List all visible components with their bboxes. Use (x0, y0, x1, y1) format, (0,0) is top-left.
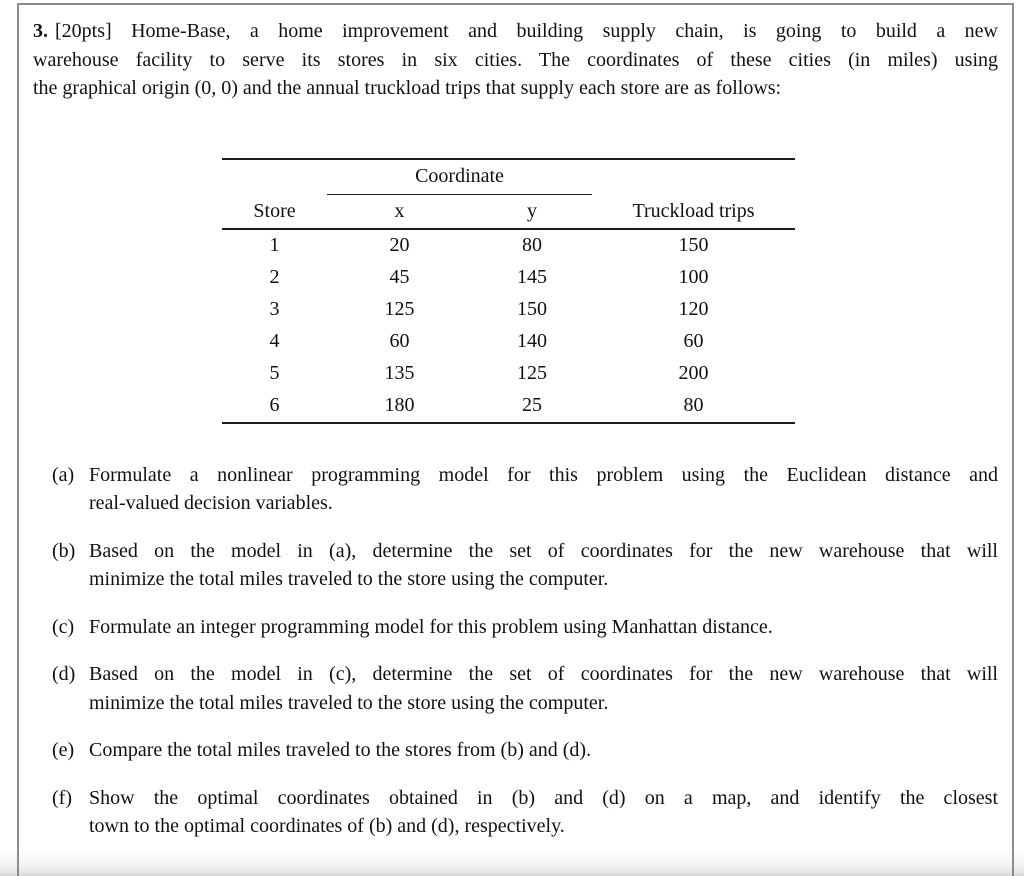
cell-y: 80 (522, 234, 542, 257)
table-row (222, 262, 795, 294)
column-header-y: y (472, 194, 592, 229)
statement-line: warehouse facility to serve its stores in six cities. The coordinates of these cities (in miles) using (33, 48, 998, 71)
part-d-line: Based on the model in (c), determine the set of coordinates for the new warehouse that will (89, 663, 998, 685)
table-row (222, 390, 795, 423)
part-d-line: minimize the total miles traveled to the store using the computer. (89, 691, 609, 714)
cell-store: 4 (269, 330, 280, 353)
part-a-line: Formulate a nonlinear programming model for this problem using the Euclidean distance and (89, 463, 998, 486)
cell-x: 20 (389, 234, 410, 257)
part-b-line: Based on the model in (a), determine the set of coordinates for the new warehouse that will (89, 539, 998, 562)
part-d-label: (d) (52, 663, 76, 685)
cell-x: 135 (384, 362, 415, 385)
part-c-line: Formulate an integer programming model for this problem using Manhattan distance. (89, 615, 773, 638)
table-row (222, 358, 795, 390)
cell-y: 145 (517, 266, 547, 289)
blank-cell (592, 159, 795, 195)
part-f-line: town to the optimal coordinates of (b) and (d), respectively. (89, 815, 565, 837)
question-parts (33, 461, 998, 841)
part-d (33, 660, 998, 717)
blank-cell (222, 159, 327, 195)
cell-store: 3 (269, 298, 280, 321)
cell-y: 25 (522, 394, 542, 417)
part-e-line: Compare the total miles traveled to the stores from (b) and (d). (89, 739, 592, 761)
part-b-label: (b) (52, 539, 76, 562)
statement-line: the graphical origin (0, 0) and the annual truckload trips that supply each store are as follows: (33, 77, 782, 99)
cell-store: 2 (269, 266, 280, 289)
cell-store: 6 (269, 394, 280, 417)
statement-line (33, 17, 998, 46)
table-row (222, 294, 795, 326)
part-f (33, 784, 998, 841)
problem-number: 3. (33, 20, 48, 42)
cell-trips: 150 (678, 234, 709, 257)
table-group-header-row (222, 159, 795, 195)
cell-trips: 200 (678, 362, 709, 385)
cell-y: 140 (517, 330, 547, 353)
part-a (33, 461, 998, 518)
column-header-x: x (327, 194, 472, 229)
cell-x: 45 (389, 266, 410, 289)
part-e-label: (e) (52, 739, 75, 761)
part-c (33, 613, 998, 642)
table-row (222, 326, 795, 358)
table-row (222, 229, 795, 262)
cell-y: 125 (517, 362, 547, 385)
cell-x: 125 (384, 298, 415, 321)
table-header-row (222, 194, 795, 229)
coordinate-group-header: Coordinate (327, 159, 592, 195)
part-e (33, 736, 998, 765)
cell-y: 150 (517, 298, 547, 321)
document-page (17, 3, 1014, 876)
part-f-line: Show the optimal coordinates obtained in (b) and (d) on a map, and identify the closest (89, 786, 998, 809)
cell-store: 1 (269, 234, 280, 257)
stores-table (222, 158, 795, 424)
cell-trips: 80 (683, 394, 704, 417)
page-content (19, 5, 1012, 841)
cell-store: 5 (269, 362, 280, 385)
part-f-label: (f) (52, 786, 72, 809)
cell-trips: 120 (678, 298, 709, 321)
part-c-label: (c) (52, 615, 75, 638)
cell-x: 60 (389, 330, 410, 353)
part-b (33, 537, 998, 594)
part-a-label: (a) (52, 463, 75, 486)
part-a-line: real-valued decision variables. (89, 492, 333, 514)
problem-statement (33, 17, 998, 103)
statement-line-text: [20pts] Home-Base, a home improvement and building supply chain, is going to build a new (55, 20, 998, 42)
part-b-line: minimize the total miles traveled to the store using the computer. (89, 568, 609, 590)
cell-trips: 100 (678, 266, 709, 289)
column-header-store: Store (222, 194, 327, 229)
cell-x: 180 (384, 394, 415, 417)
column-header-truckload-trips: Truckload trips (592, 194, 795, 229)
cell-trips: 60 (683, 330, 704, 353)
